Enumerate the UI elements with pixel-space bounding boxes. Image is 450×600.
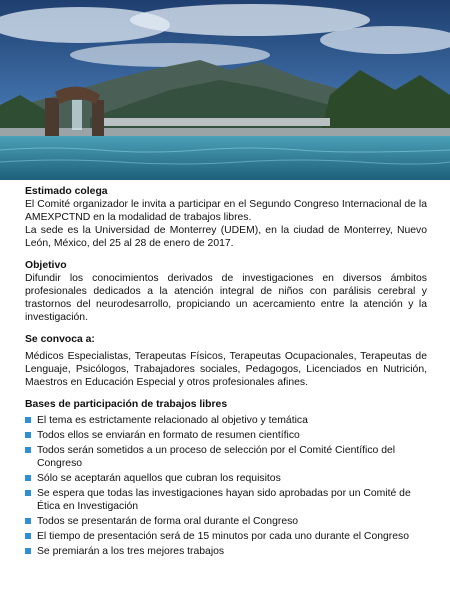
list-item <box>25 515 427 528</box>
objective-heading: Objetivo <box>25 260 67 271</box>
list-item <box>25 414 427 427</box>
letter-content <box>25 185 427 567</box>
square-bullet-icon <box>25 432 31 438</box>
objective-section <box>25 259 427 324</box>
list-item <box>25 444 427 470</box>
list-item <box>25 487 427 513</box>
greeting-section <box>25 185 427 250</box>
bases-list <box>25 414 427 558</box>
bases-section <box>25 398 427 558</box>
convoca-section <box>25 333 427 389</box>
list-item-text: El tema es estrictamente relacionado al objetivo y temática <box>37 415 308 426</box>
square-bullet-icon <box>25 518 31 524</box>
square-bullet-icon <box>25 447 31 453</box>
objective-paragraph: Difundir los conocimientos derivados de investigaciones en diversos ámbitos profesionales dedicados a la atención integral de niños con parálisis cerebral y trastornos del neurodesarrollo, propiciando un acercamiento entre la atención y la investigación. <box>25 273 427 323</box>
square-bullet-icon <box>25 548 31 554</box>
list-item-text: El tiempo de presentación será de 15 minutos por cada uno durante el Congreso <box>37 531 409 542</box>
square-bullet-icon <box>25 533 31 539</box>
square-bullet-icon <box>25 490 31 496</box>
convoca-paragraph: Médicos Especialistas, Terapeutas Físicos, Terapeutas Ocupacionales, Terapeutas de Lenguaje, Psicólogos, Trabajadores sociales, Pedagogos, Licenciados en Nutrición, Maestros en Educación Especial y otros profesionales afines. <box>25 351 427 388</box>
list-item-text: Se premiarán a los tres mejores trabajos <box>37 546 225 557</box>
greeting-paragraph-1: El Comité organizador le invita a participar en el Segundo Congreso Internacional de la AMEXPCTND en la modalidad de trabajos libres. <box>25 199 427 223</box>
list-item-text: Sólo se aceptarán aquellos que cubran los requisitos <box>37 473 281 484</box>
bases-heading: Bases de participación de trabajos libres <box>25 399 228 410</box>
list-item-text: Todos serán sometidos a un proceso de selección por el Comité Científico del Congreso <box>37 445 396 469</box>
list-item-text: Todos ellos se enviarán en formato de resumen científico <box>37 430 300 441</box>
square-bullet-icon <box>25 475 31 481</box>
list-item <box>25 472 427 485</box>
list-item-text: Todos se presentarán de forma oral durante el Congreso <box>37 516 299 527</box>
greeting-paragraph-2: La sede es la Universidad de Monterrey (UDEM), en la ciudad de Monterrey, Nuevo León, México, del 25 al 28 de enero de 2017. <box>25 225 427 249</box>
square-bullet-icon <box>25 417 31 423</box>
landscape-photo <box>0 0 450 180</box>
list-item <box>25 429 427 442</box>
hero-image <box>0 0 450 180</box>
greeting-heading: Estimado colega <box>25 186 108 197</box>
convoca-heading: Se convoca a: <box>25 334 95 345</box>
list-item <box>25 545 427 558</box>
list-item <box>25 530 427 543</box>
list-item-text: Se espera que todas las investigaciones hayan sido aprobadas por un Comité de Ética en Investigación <box>37 488 411 512</box>
